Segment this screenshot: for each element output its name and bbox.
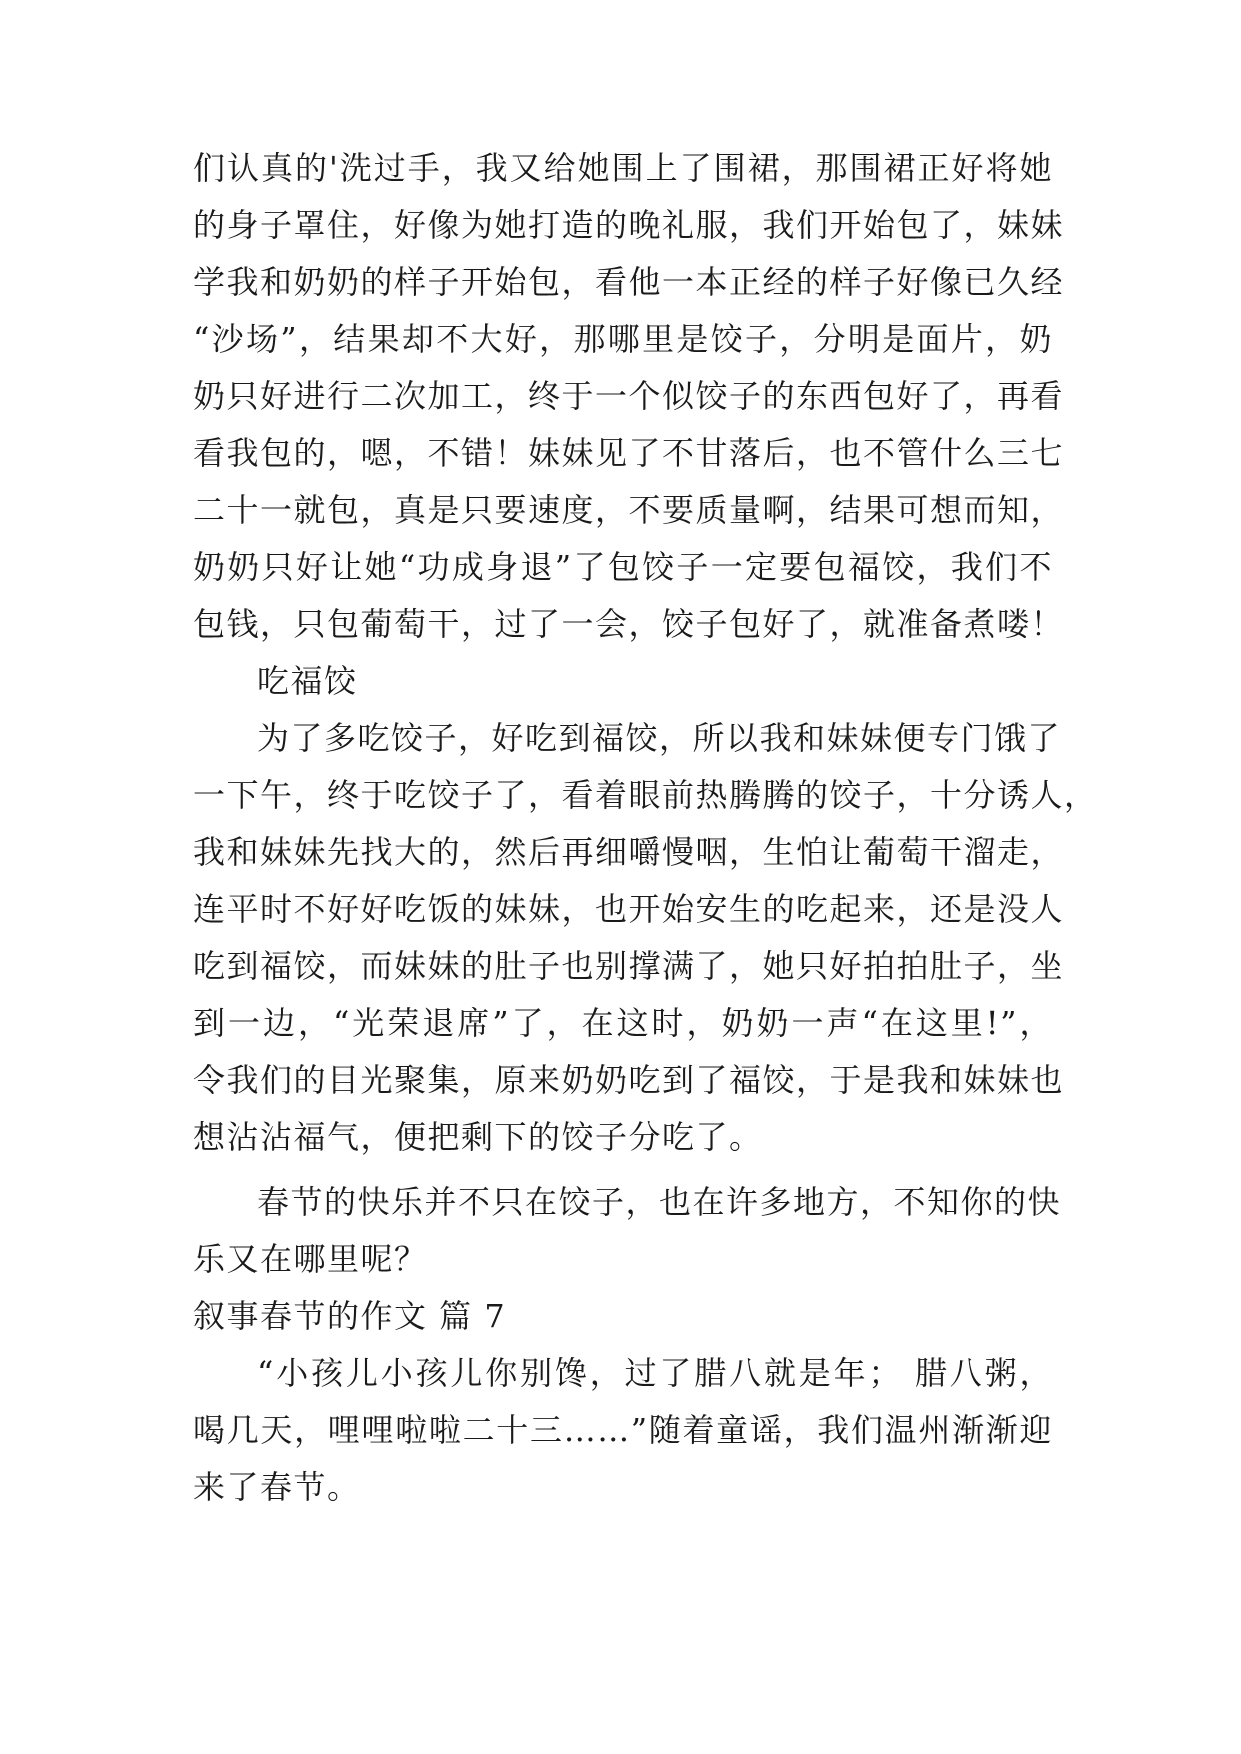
paragraph-line: 想沾沾福气，便把剩下的饺子分吃了。 [193,1118,763,1156]
paragraph-line: “小孩儿小孩儿你别馋，过了腊八就是年； 腊八粥， [257,1354,1053,1392]
section-heading: 叙事春节的作文 篇 7 [193,1297,507,1335]
paragraph-line: “沙场”，结果却不大好，那哪里是饺子，分明是面片，奶 [193,320,1053,358]
paragraph-line: 们认真的'洗过手，我又给她围上了围裙，那围裙正好将她 [193,149,1053,187]
paragraph-line: 吃到福饺，而妹妹的肚子也别撑满了，她只好拍拍肚子，坐 [193,947,1065,985]
paragraph-line: 到一边，“光荣退席”了，在这时，奶奶一声“在这里!”， [193,1004,1053,1042]
paragraph-line: 乐又在哪里呢？ [193,1240,428,1278]
paragraph-line: 奶只好进行二次加工，终于一个似饺子的东西包好了，再看 [193,377,1065,415]
paragraph-line: 为了多吃饺子，好吃到福饺，所以我和妹妹便专门饿了 [257,719,1062,757]
paragraph-line: 喝几天，哩哩啦啦二十三……”随着童谣，我们温州渐渐迎 [193,1411,1053,1449]
paragraph-line: 二十一就包，真是只要速度，不要质量啊，结果可想而知， [193,491,1065,529]
paragraph-line: 来了春节。 [193,1468,361,1506]
paragraph-line: 学我和奶奶的样子开始包，看他一本正经的样子好像已久经 [193,263,1065,301]
paragraph-line: 包钱，只包葡萄干，过了一会，饺子包好了，就准备煮喽！ [193,605,1065,643]
paragraph-line: 我和妹妹先找大的，然后再细嚼慢咽，生怕让葡萄干溜走， [193,833,1065,871]
subheading: 吃福饺 [257,662,358,700]
paragraph-line: 春节的快乐并不只在饺子，也在许多地方，不知你的快 [257,1183,1062,1221]
paragraph-line: 看我包的，嗯，不错！妹妹见了不甘落后，也不管什么三七 [193,434,1065,472]
paragraph-line: 连平时不好好吃饭的妹妹，也开始安生的吃起来，还是没人 [193,890,1065,928]
paragraph-line: 奶奶只好让她“功成身退”了包饺子一定要包福饺，我们不 [193,548,1053,586]
paragraph-line: 令我们的目光聚集，原来奶奶吃到了福饺，于是我和妹妹也 [193,1061,1065,1099]
paragraph-line: 的身子罩住，好像为她打造的晚礼服，我们开始包了，妹妹 [193,206,1065,244]
paragraph-line: 一下午，终于吃饺子了，看着眼前热腾腾的饺子，十分诱人， [193,776,1098,814]
